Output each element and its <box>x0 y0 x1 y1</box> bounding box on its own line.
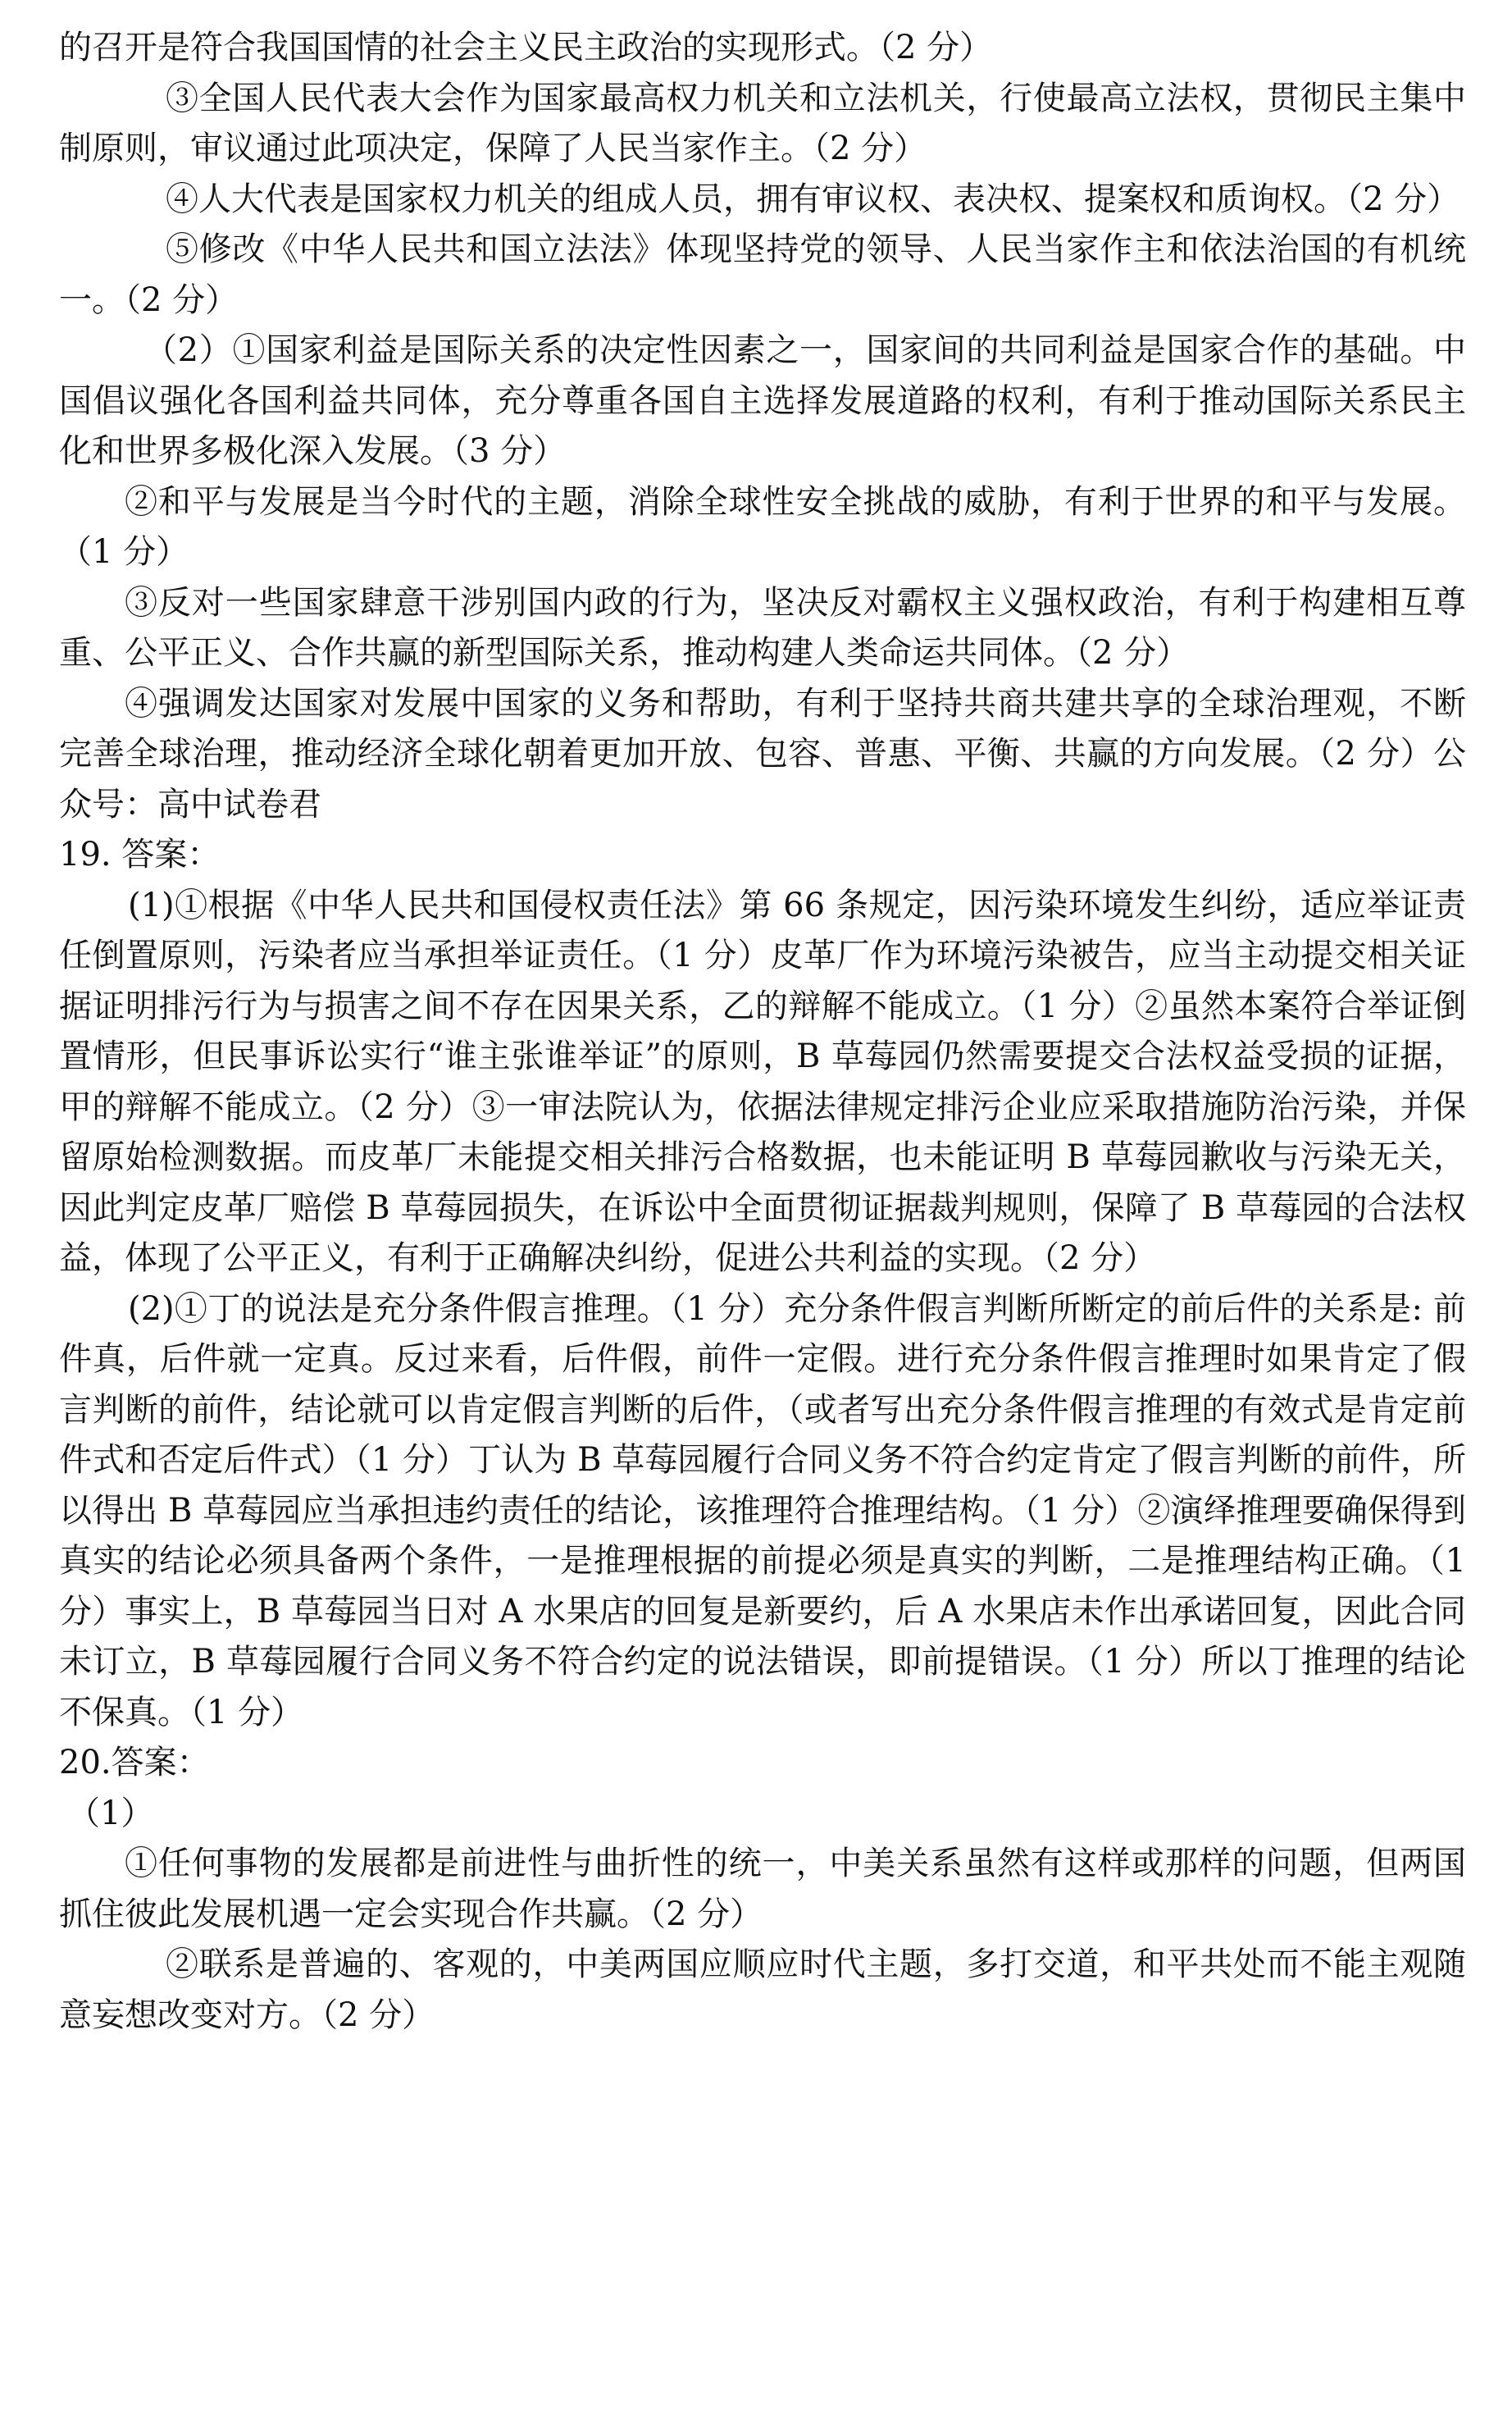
paragraph-q2-point-2: ②和平与发展是当今时代的主题，消除全球性安全挑战的威胁，有利于世界的和平与发展。（1 分） <box>59 482 1466 571</box>
paragraph-npc-point-3: ③全国人民代表大会作为国家最高权力机关和立法机关，行使最高立法权，贯彻民主集中制原则，审议通过此项决定，保障了人民当家作主。（2 分） <box>59 79 1466 167</box>
paragraph-npc-point-5: ⑤修改《中华人民共和国立法法》体现坚持党的领导、人民当家作主和依法治国的有机统一。（2 分） <box>59 230 1466 319</box>
paragraph-q2-point-4: ④强调发达国家对发展中国家的义务和帮助，有利于坚持共商共建共享的全球治理观，不断完善全球治理，推动经济全球化朝着更加开放、包容、普惠、平衡、共赢的方向发展。（2 分）公众号：高中试卷君 <box>59 684 1466 823</box>
paragraph-q2-point-3: ③反对一些国家肆意干涉别国内政的行为，坚决反对霸权主义强权政治，有利于构建相互尊重、公平正义、合作共赢的新型国际关系，推动构建人类命运共同体。（2 分） <box>59 583 1466 672</box>
paragraph-answer-19-part-2: (2)①丁的说法是充分条件假言推理。（1 分）充分条件假言判断所断定的前后件的关系是: 前件真，后件就一定真。反过来看，后件假，前件一定假。进行充分条件假言推理时如果肯定了假言判断的前件，结论就可以肯定假言判断的后件，（或者写出充分条件假言推理的有效式是肯定前件式和否定后件式）（1 分）丁认为 B 草莓园履行合同义务不符合约定肯定了假言判断的前件，所以得出 B 草莓园应当承担违约责任的结论，该推理符合推理结构。（1 分）②演绎推理要确保得到真实的结论必须具备两个条件，一是推理根据的前提必须是真实的判断，二是推理结构正确。（1 分）事实上，B 草莓园当日对 A 水果店的回复是新要约，后 A 水果店未作出承诺回复，因此合同未订立，B 草莓园履行合同义务不符合约定的说法错误，即前提错误。（1 分）所以丁推理的结论不保真。（1 分） <box>59 1289 1466 1731</box>
paragraph-answer-19-part-1: (1)①根据《中华人民共和国侵权责任法》第 66 条规定，因污染环境发生纠纷，适应举证责任倒置原则，污染者应当承担举证责任。（1 分）皮革厂作为环境污染被告，应当主动提交相关证据证明排污行为与损害之间不存在因果关系，乙的辩解不能成立。（1 分）②虽然本案符合举证倒置情形，但民事诉讼实行“谁主张谁举证”的原则，B 草莓园仍然需要提交合法权益受损的证据，甲的辩解不能成立。（2 分）③一审法院认为，依据法律规定排污企业应采取措施防治污染，并保留原始检测数据。而皮革厂未能提交相关排污合格数据，也未能证明 B 草莓园歉收与污染无关，因此判定皮革厂赔偿 B 草莓园损失，在诉讼中全面贯彻证据裁判规则，保障了 B 草莓园的合法权益，体现了公平正义，有利于正确解决纠纷，促进公共利益的实现。（2 分） <box>59 886 1466 1277</box>
heading-answer-19: 19. 答案： <box>59 836 221 873</box>
paragraph-npc-point-4: ④人大代表是国家权力机关的组成人员，拥有审议权、表决权、提案权和质询权。（2 分） <box>166 180 1460 218</box>
paragraph-q2-point-1: （2）①国家利益是国际关系的决定性因素之一，国家间的共同利益是国家合作的基础。中国倡议强化各国利益共同体，充分尊重各国自主选择发展道路的权利，有利于推动国际关系民主化和世界多极化深入发展。（3 分） <box>59 331 1466 470</box>
paragraph-answer-20-point-1: ①任何事物的发展都是前进性与曲折性的统一，中美关系虽然有这样或那样的问题，但两国抓住彼此发展机遇一定会实现合作共赢。（2 分） <box>59 1845 1466 1933</box>
subheading-answer-20-part-1: （1） <box>67 1794 154 1832</box>
paragraph-npc-conclusion: 的召开是符合我国国情的社会主义民主政治的实现形式。（2 分） <box>59 29 993 66</box>
paragraph-answer-20-point-2: ②联系是普遍的、客观的，中美两国应顺应时代主题，多打交道，和平共处而不能主观随意妄想改变对方。（2 分） <box>59 1945 1466 2034</box>
heading-answer-20: 20.答案： <box>59 1744 210 1781</box>
